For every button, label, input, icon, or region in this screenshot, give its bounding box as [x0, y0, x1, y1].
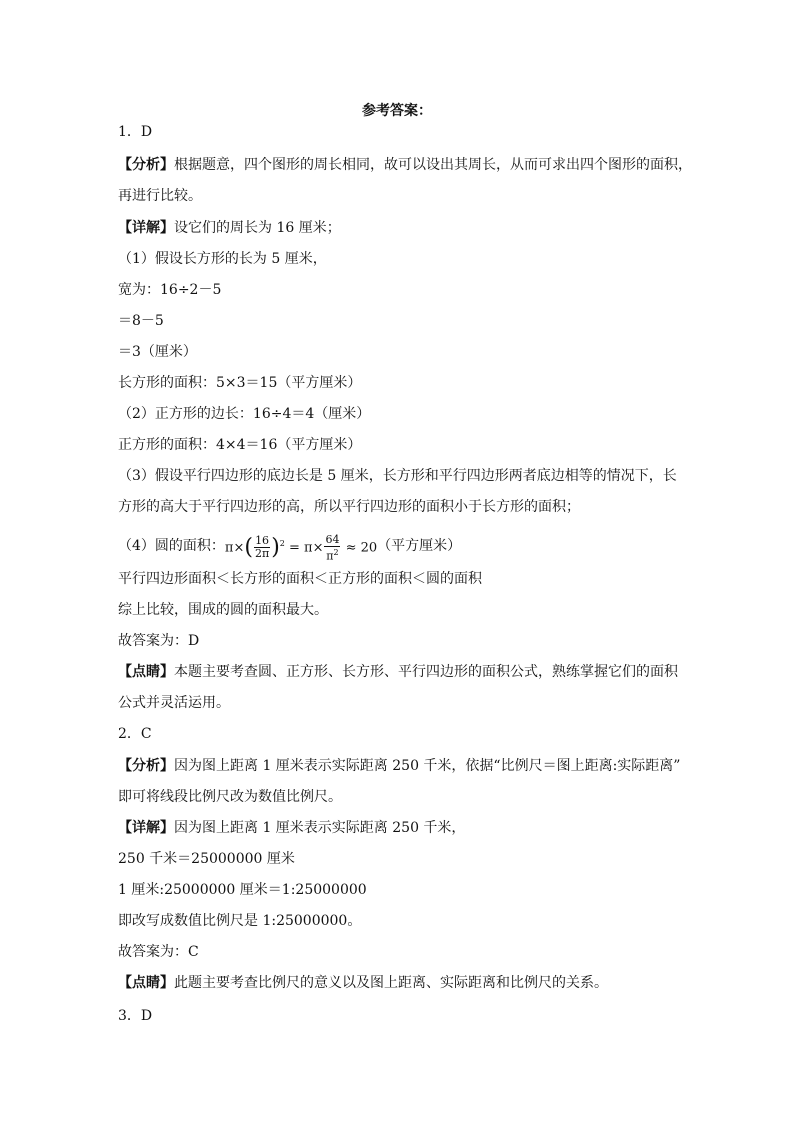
- q3-number: 3．D: [118, 1008, 153, 1024]
- q1-number: 1．D: [118, 124, 153, 140]
- q1-step-8: （3）假设平行四边形的底边长是 5 厘米，长方形和平行四边形两者底边相等的情况下，长: [118, 468, 677, 484]
- page-title: 参考答案：: [362, 103, 432, 119]
- q1-step-2: 宽为：16÷2－5: [118, 282, 222, 298]
- q2-detail-text: 因为图上距离 1 厘米表示实际距离 250 千米，: [174, 820, 466, 836]
- q2-comment-tag: 【点睛】: [118, 975, 174, 991]
- q1-step-6: （2）正方形的边长：16÷4＝4（厘米）: [118, 406, 371, 422]
- q1-comment-line-2: 公式并灵活运用。: [118, 695, 230, 711]
- math-pi-times: π×: [224, 540, 245, 556]
- q2-analysis-line-2: 即可将线段比例尺改为数值比例尺。: [118, 789, 342, 805]
- circle-area-formula: π×( $\frac{16}{2\pi}$ )$^2$ = π× $\frac{64}{\pi^2}$ ≈ 20: [224, 532, 378, 563]
- q2-step-1: 250 千米＝25000000 厘米: [118, 851, 295, 867]
- q1-answer: 故答案为：D: [118, 633, 200, 649]
- q2-analysis-text: 因为图上距离 1 厘米表示实际距离 250 千米，依据“比例尺＝图上距离:实际距离”: [174, 758, 681, 774]
- math-fraction-2: [324, 534, 340, 563]
- math-eq-pi-times: = π×: [284, 540, 324, 556]
- math-approx: ≈ 20: [345, 540, 378, 556]
- q1-step-4: ＝3（厘米）: [118, 344, 197, 360]
- q1-analysis-line-2: 再进行比较。: [118, 188, 202, 204]
- q2-answer: 故答案为：C: [118, 944, 199, 960]
- frac1-denominator: 2π: [254, 547, 270, 561]
- q2-detail-tag: 【详解】: [118, 820, 174, 836]
- frac2-denominator: $\pi^2$: [326, 547, 339, 563]
- q1-step-9: 方形的高大于平行四边形的高，所以平行四边形的面积小于长方形的面积；: [118, 499, 580, 515]
- math-unit: （平方厘米）: [377, 538, 462, 555]
- q1-detail-text: 设它们的周长为 16 厘米；: [174, 220, 341, 236]
- q1-step-1: （1）假设长方形的长为 5 厘米，: [118, 251, 327, 267]
- q1-analysis-text: 根据题意，四个图形的周长相同，故可以设出其周长，从而可求出四个图形的面积，: [174, 157, 692, 173]
- q2-detail-line: [118, 818, 678, 838]
- q1-comment-line-1: [118, 662, 678, 682]
- q1-step-7: 正方形的面积：4×4＝16（平方厘米）: [118, 437, 362, 453]
- q1-detail-tag: 【详解】: [118, 220, 174, 236]
- q1-step-5: 长方形的面积：5×3＝15（平方厘米）: [118, 375, 362, 391]
- q1-comment-tag: 【点睛】: [118, 664, 174, 680]
- q2-step-3: 即改写成数值比例尺是 1:25000000。: [118, 913, 362, 929]
- q2-step-2: 1 厘米:25000000 厘米＝1:25000000: [118, 882, 367, 898]
- q1-step-3: ＝8－5: [118, 313, 164, 329]
- q2-number: 2．C: [118, 726, 152, 742]
- q2-comment-line: [118, 973, 678, 993]
- q1-comment-text: 本题主要考查圆、正方形、长方形、平行四边形的面积公式，熟练掌握它们的面积: [174, 664, 678, 680]
- q1-circle-area-line: [118, 527, 678, 565]
- math-fraction-1: [254, 535, 270, 560]
- frac1-numerator: 16: [255, 534, 270, 548]
- q1-analysis-line-1: [118, 155, 692, 175]
- frac2-numerator: 64: [325, 532, 340, 546]
- math-square: 2: [279, 539, 285, 548]
- q2-analysis-tag: 【分析】: [118, 758, 174, 774]
- q2-comment-text: 此题主要考查比例尺的意义以及图上距离、实际距离和比例尺的关系。: [174, 975, 608, 991]
- q1-conclusion: 综上比较，围成的圆的面积最大。: [118, 602, 328, 618]
- q1-circle-prefix: （4）圆的面积：: [118, 538, 225, 555]
- q1-comparison: 平行四边形面积＜长方形的面积＜正方形的面积＜圆的面积: [118, 571, 482, 587]
- q1-analysis-tag: 【分析】: [118, 157, 174, 173]
- q1-detail-line: [118, 218, 678, 238]
- q2-analysis-line-1: [118, 756, 681, 776]
